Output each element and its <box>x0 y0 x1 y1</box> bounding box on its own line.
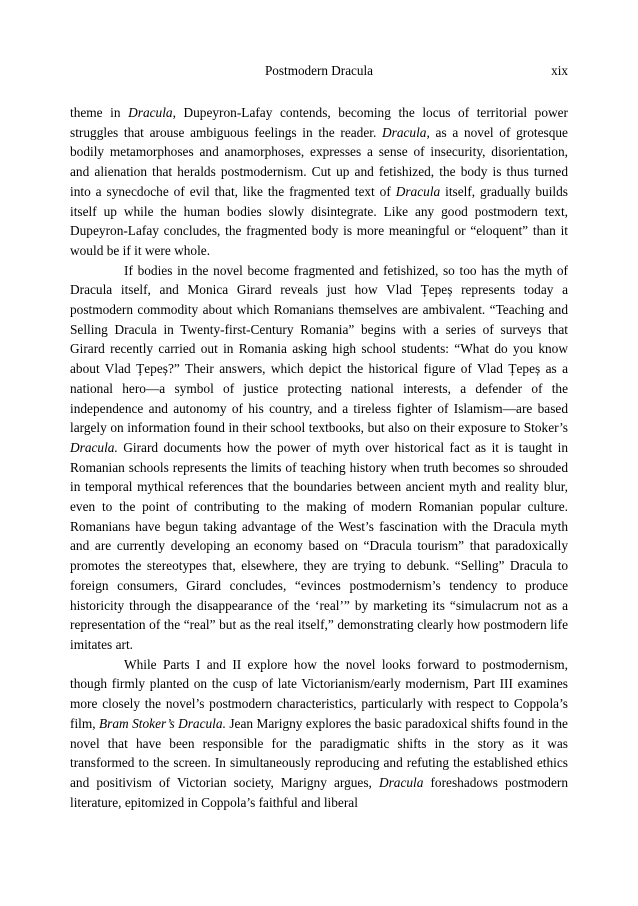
text-run: Jean Marigny explores the basic paradoxical shifts found in the novel that have been responsible for the paradigmatic shifts in the story as it was transformed to the screen. In simultaneously reproducing and refuting the established ethics and positivism of Victorian society, Marigny argues, <box>70 715 568 790</box>
italic-title: Dracula <box>382 124 427 140</box>
italic-title: Dracula <box>128 105 173 120</box>
text-run: Girard documents how the power of myth over historical fact as it is taught in Romanian schools represents the limits of teaching history when truth becomes so shrouded in temporal mythical references that the boundaries between ancient myth and reality blur, even to the point of contributing to the making of modern Romanian popular culture. Romanians have begun taking advantage of the West’s fascination with the Dracula myth and are currently developing an economy based on “Dracula tourism” that paradoxically promotes the stereotypes that, elsewhere, they are trying to debunk. “Selling” Dracula to foreign consumers, Girard concludes, “evinces postmodernism’s tendency to produce historicity through the disappearance of the ‘real’” by marketing its “simulacrum not as a representation of the “real” but as the real itself,” demonstrating clearly how postmodern life imitates art. <box>70 439 568 652</box>
italic-title: Dracula <box>395 183 441 199</box>
body-text <box>70 103 568 812</box>
text-run: foreshadows postmodern literature, epitomized in Coppola’s faithful and liberal <box>70 774 568 810</box>
text-run: If bodies in the novel become fragmented and fetishized, so too has the myth of Dracula itself, and Monica Girard reveals just how Vlad Țepeș represents today a postmodern commodity about which Romanians themselves are ambivalent. “Teaching and Selling Dracula in Twenty-first-Century Romania” begins with a series of surveys that Girard recently carried out in Romania asking high school students: “What do you know about Vlad Țepeș?” Their answers, which depict the historical figure of Vlad Țepeș as a national hero—a symbol of justice protecting national interests, a defender of the independence and autonomy of his country, and a tireless fighter of Islamism—are based largely on information found in their school textbooks, but also on their exposure to Stoker’s <box>70 262 568 436</box>
italic-title: Dracula <box>378 774 424 790</box>
paragraph <box>70 655 568 813</box>
text-run: While Parts I and II explore how the novel looks forward to postmodernism, though firmly planted on the cusp of late Victorianism/early modernism, Part III examines more closely the novel’s postmodern characteristics, particularly with respect to Coppola’s film, <box>70 656 568 731</box>
italic-title: Bram Stoker’s Dracula. <box>99 715 226 731</box>
paragraph <box>70 261 568 655</box>
running-head <box>70 62 568 80</box>
text-run: theme in <box>70 105 129 120</box>
italic-title: Dracula. <box>70 439 118 455</box>
paragraph <box>70 103 568 261</box>
text-run: , as a novel of grotesque bodily metamorphoses and anamorphoses, expresses a sense of insecurity, disorientation, and alienation that heralds postmodernism. Cut up and fetishized, the body is thus turned into a synecdoche of evil that, like the fragmented text of <box>70 124 568 199</box>
text-run: itself, gradually builds itself up while the human bodies slowly disintegrate. Like any good postmodern text, Dupeyron-Lafay concludes, the fragmented body is more meaningful or “eloquent” than it would be if it were whole. <box>70 183 568 258</box>
running-title: Postmodern Dracula <box>264 63 374 78</box>
text-run: , Dupeyron-Lafay contends, becoming the locus of territorial power struggles that arouse ambiguous feelings in the reader. <box>70 105 568 140</box>
page-number: xix <box>551 63 568 78</box>
